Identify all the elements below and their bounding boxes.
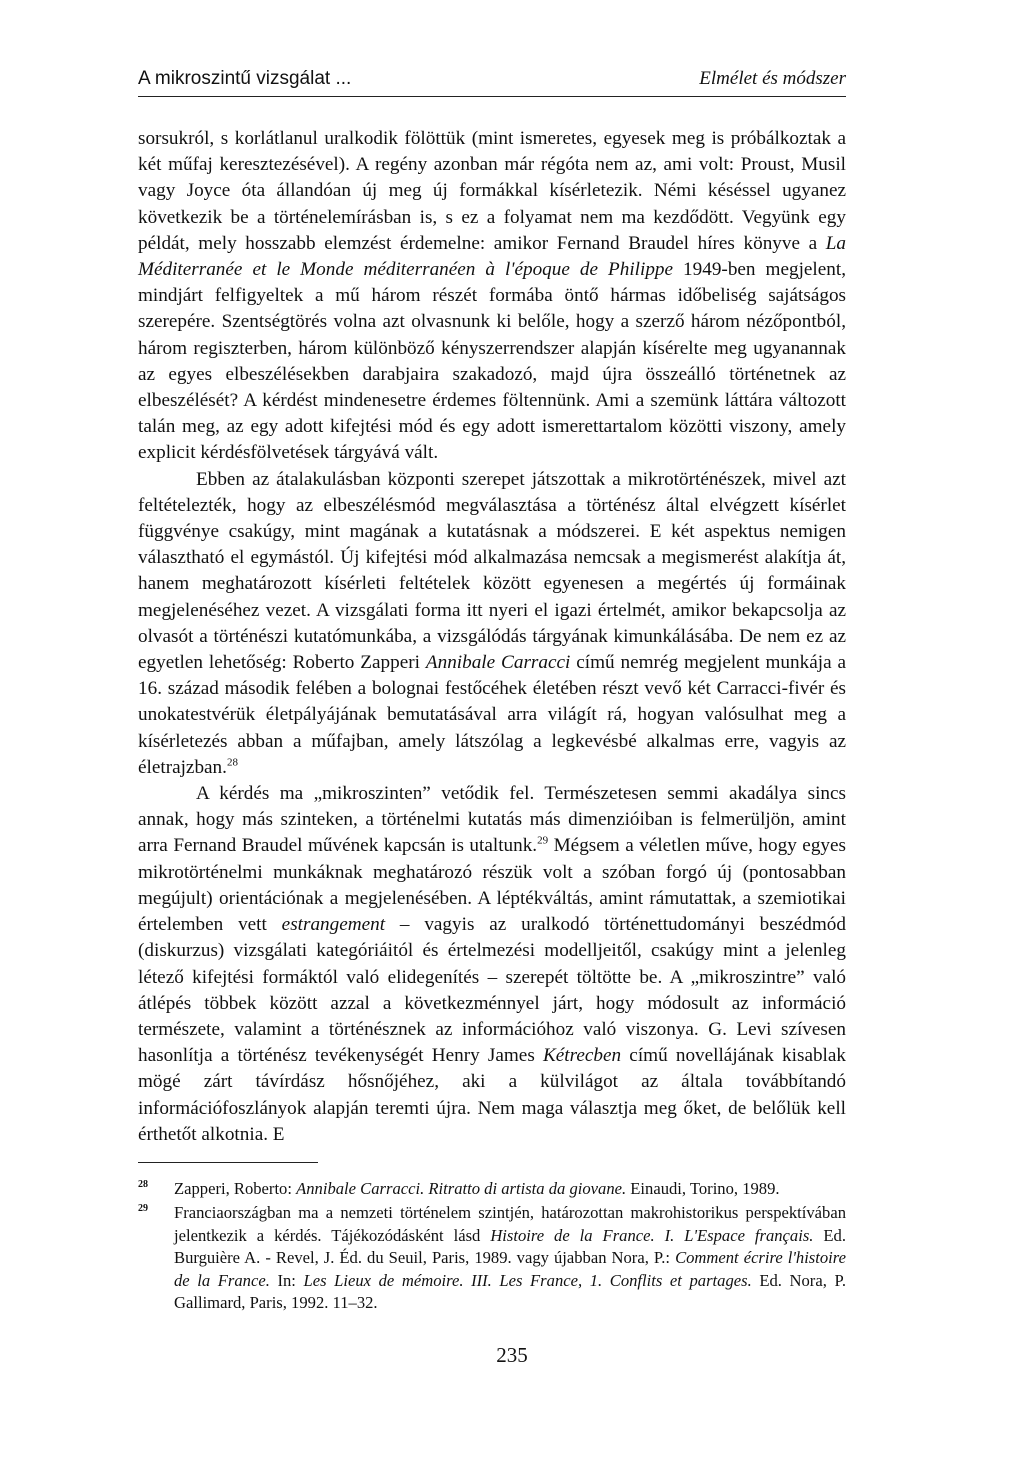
paragraph-3-text-b: Mégsem a véletlen műve, hogy egyes mikrotörténelmi munkáknak meghatározó részük volt a szóban forgó új (pontosabban megújult) orientációnak a megjelenésében. A léptékváltás, amint rámutattak, a szemiotikai értelemben vett: [138, 835, 846, 936]
paragraph-1-book-title: La Méditerranée et le Monde méditerranéen à l'époque de Philippe: [138, 232, 846, 281]
footnote-text: [174, 1178, 846, 1200]
paragraph-3-term: estrangement: [281, 914, 386, 936]
footnote-28: [138, 1178, 846, 1200]
header-chapter-title: A mikroszintű vizsgálat ...: [138, 68, 352, 89]
main-text: [138, 126, 846, 1148]
paragraph-1-text-a: sorsukról, s korlátlanul uralkodik fölöttük (mint ismeretes, egyesek meg is próbálkoztak a két műfaj keresztezésével). A regény azonban már régóta nem az, ami volt: Proust, Musil vagy Joyce óta állandóan új meg új formákkal kísérletezik. Némi késéssel ugyanez következik be a történelemírásban is, s ez a folyamat nem ma kezdődött. Vegyünk egy példát, mely hosszabb elemzést érdemelne: amikor Fernand Braudel híres könyve a: [138, 128, 846, 254]
paragraph-2: [138, 467, 846, 781]
paragraph-1-text-b: 1949-ben megjelent, mindjárt felfigyeltek a mű három részét formába öntő hármas időbeliség sajátságos szerepére. Szentségtörés volna azt olvasnunk ki belőle, hogy a szerző három nézőpontból, három regiszterben, három különböző kényszerrendszer alapján kísérelte meg ugyanannak az egyes elbeszélésekben darabjaira szakadozó, majd újra összeálló történetnek az elbeszélését? A kérdést mindenesetre érdemes föltennünk. Ami a szemünk láttára változott talán meg, az egy adott kifejtési mód és egy adott ismerettartalom közötti viszony, amely explicit kérdésfölvetések tárgyává vált.: [138, 259, 846, 464]
paragraph-3-novella-title: Kétrecben: [542, 1045, 622, 1067]
footnotes: [138, 1178, 846, 1316]
footnote-ref-29[interactable]: 29: [537, 835, 549, 848]
footnote-28-title: Annibale Carracci. Ritratto di artista da giovane.: [296, 1179, 627, 1198]
paragraph-2-text-a: Ebben az átalakulásban központi szerepet játszottak a mikrotörténészek, mivel azt feltételezték, hogy az elbeszélésmód megválasztása a történész által elvégzett kísérlet függvénye csakúgy, mint magának a kutatásnak a módszerei. E két aspektus nemigen választható el egymástól. Új kifejtési mód alkalmazása nemcsak a megismerést alakítja át, hanem meghatározott kísérleti feltételek között egyenesen a megértés új formáinak megjelenéséhez vezet. A vizsgálati forma itt nyeri el igazi értelmét, amikor bekapcsolja az olvasót a történészi kutatómunkába, a vizsgálódás tárgyának kimunkálásába. De nem ez az egyetlen lehetőség: Roberto Zapperi: [138, 468, 846, 674]
paragraph-3-text-a: A kérdés ma „mikroszinten” vetődik fel. Természetesen semmi akadálya sincs annak, hogy más szinteken, a történelmi kutatás más dimenzióiban is felmerüljön, amint arra Fernand Braudel művének kapcsán is utaltunk.: [138, 783, 846, 857]
paragraph-2-text-b: című nemrég megjelent munkája a 16. század második felében a bolognai festőcéhek életében részt vevő két Carracci-fivér és unokatestvérük életpályájának bemutatásával arra világít rá, hogyan valósulhat meg a kísérletezés abban a műfajban, amely látszólag a legkevésbé alkalmas erre, vagyis az életrajzban.: [138, 652, 846, 778]
paragraph-1: [138, 126, 846, 467]
footnote-29-title-1: Histoire de la France. I. L'Espace français.: [490, 1225, 814, 1245]
page-number: 235: [496, 1343, 528, 1367]
paragraph-3-text-c: – vagyis az uralkodó történettudományi beszédmód (diskurzus) vizsgálati kategóriáitól és értelmezési modelljeitől, csakúgy mint a jelenleg létező kifejtési formáktól való elidegenítés – szerepét töltötte be. A „mikroszintre” való átlépés többek között azzal a következménnyel járt, hogy módosult az információ természete, valamint a történésznek az információhoz való viszonya. G. Levi szívesen hasonlítja a történész tevékenységét Henry James: [138, 914, 846, 1067]
footnote-29-title-2: Comment écrire l'histoire de la France.: [174, 1248, 846, 1290]
footnote-divider: [138, 1162, 318, 1163]
footnote-number: 29: [138, 1203, 148, 1215]
footnote-text: [174, 1202, 846, 1314]
footnote-ref-28[interactable]: 28: [226, 756, 238, 769]
paragraph-3: [138, 781, 846, 1148]
footnote-29-text-d: Ed. Nora, P. Gallimard, Paris, 1992. 11–32.: [174, 1270, 846, 1313]
footnote-29: [138, 1202, 846, 1314]
footnote-29-text-a: Franciaországban ma a nemzeti történelem szintjén, határozottan makrohistorikus perspektívában jelentkezik a kérdés. Tájékozódásként lásd: [174, 1203, 846, 1245]
paragraph-2-book-title: Annibale Carracci: [425, 652, 571, 674]
footnote-28-text-b: Einaudi, Torino, 1989.: [626, 1179, 780, 1198]
running-header: [138, 68, 846, 97]
paragraph-3-text-d: című novellájának kisablak mögé zárt távírdász hősnőjéhez, aki a külvilágot az általa továbbítandó információfoszlányok alapján teremti újra. Nem maga választja meg őket, de belőlük kell érthetőt alkotnia. E: [138, 1045, 846, 1145]
footnote-29-text-c: In:: [269, 1270, 304, 1290]
header-section-title: Elmélet és módszer: [699, 68, 846, 89]
footnote-number: 28: [138, 1179, 148, 1190]
footnote-29-title-3: Les Lieux de mémoire. III. Les France, 1. Conflits et partages.: [303, 1270, 752, 1290]
footnote-28-text-a: Zapperi, Roberto:: [174, 1179, 297, 1198]
footnote-29-text-b: Ed. Burguière A. - Revel, J. Éd. du Seuil, Paris, 1989. vagy újabban Nora, P.:: [174, 1225, 846, 1268]
